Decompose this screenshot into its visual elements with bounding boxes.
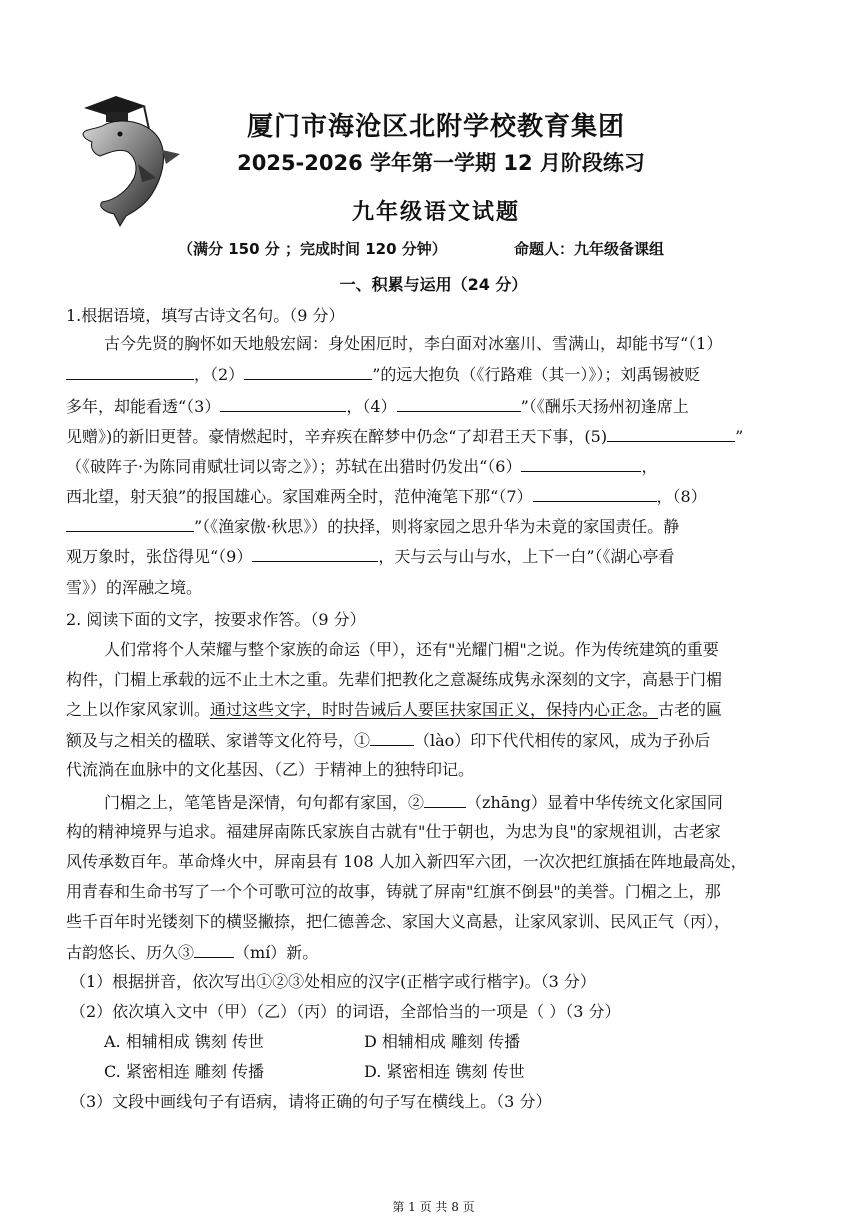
- q2-sub-2: （2）依次填入文中（甲）（乙）（丙）的词语，全部恰当的一项是（ ）（3 分）: [70, 1002, 621, 1021]
- answer-blank-4[interactable]: [397, 396, 521, 412]
- q1-line-8: 观万象时，张岱得见“（9） ，天与云与山与水，上下一白”（《湖心亭看: [66, 547, 675, 566]
- q2-sub-3: （3）文段中画线句子有语病，请将正确的句子写在横线上。（3 分）: [70, 1092, 552, 1111]
- answer-blank-5[interactable]: [607, 426, 735, 442]
- q2-para1-line-1: 人们常将个人荣耀与整个家族的命运（甲），还有"光耀门楣"之说。作为传统建筑的重要: [104, 640, 719, 659]
- q2-sub-1: （1）根据拼音，依次写出①②③处相应的汉字(正楷字或行楷字)。（3 分）: [70, 972, 596, 991]
- page-number: 第 1 页 共 8 页: [392, 1200, 475, 1214]
- q2-para1-line-2: 构件，门楣上承载的远不止土木之重。先辈们把教化之意凝练成隽永深刻的文字，高悬于门楣: [66, 670, 723, 689]
- answer-blank-9[interactable]: [252, 546, 378, 562]
- answer-blank-1[interactable]: [66, 364, 194, 380]
- q2-para1-line-5: 代流淌在血脉中的文化基因、（乙）于精神上的独特印记。: [66, 760, 475, 779]
- pinyin-blank-1[interactable]: [370, 730, 414, 746]
- q1-line-9: 雪》）的浑融之境。: [66, 578, 203, 597]
- q2-para1-line-4: 额及与之相关的楹联、家谱等文化符号，① （lào）印下代代相传的家风，成为子孙后: [66, 731, 711, 750]
- answer-blank-8[interactable]: [66, 516, 194, 532]
- answer-blank-2[interactable]: [244, 364, 372, 380]
- answer-blank-6[interactable]: [521, 456, 641, 472]
- score-time: （满分 150 分 ；完成时间 120 分钟）: [178, 240, 447, 258]
- dolphin-logo: [76, 94, 184, 228]
- q2-stem: 2. 阅读下面的文字，按要求作答。（9 分）: [66, 610, 366, 629]
- q2-para2-line-2: 构的精神境界与追求。福建屏南陈氏家族自古就有"仕于朝也，为忠为良"的家规祖训，古老家: [66, 822, 721, 841]
- q1-line-2: ，（2） ”的远大抱负（《行路难（其一）》）；刘禹锡被贬: [66, 364, 700, 385]
- answer-blank-7[interactable]: [533, 486, 657, 502]
- option-a[interactable]: A. 相辅相成 镌刻 传世: [104, 1032, 264, 1051]
- q1-line-7: ”（《渔家傲·秋思》）的抉择，则将家园之思升华为未竟的家国责任。静: [66, 516, 679, 537]
- q2-para2-line-4: 用青春和生命书写了一个个可歌可泣的故事，铸就了屏南"红旗不倒县"的美誉。门楣之上，那: [66, 882, 721, 901]
- option-b[interactable]: D 相辅相成 雕刻 传播: [364, 1032, 521, 1051]
- school-title: 厦门市海沧区北附学校教育集团: [246, 112, 625, 142]
- q1-line-6: 西北望，射天狼”的报国雄心。家国难两全时，范仲淹笔下那“（7） ，（8）: [66, 487, 707, 506]
- q2-para2-line-6: 古韵悠长、历久③ （mí）新。: [66, 943, 319, 962]
- q2-para1-line-3: 之上以作家风家训。通过这些文字，时时告诫后人要匡扶家国正义，保持内心正念。古老的匾: [66, 700, 723, 719]
- q1-stem: 1.根据语境，填写古诗文名句。（9 分）: [66, 306, 345, 325]
- pinyin-blank-2[interactable]: [424, 792, 466, 808]
- q1-line-4: 见赠》)的新旧更替。豪情燃起时，辛弃疾在醉梦中仍念“了却君王天下事，(5) ”: [66, 427, 744, 446]
- q1-line-5: （《破阵子·为陈同甫赋壮词以寄之》）；苏轼在出猎时仍发出“（6） ，: [66, 457, 658, 476]
- q2-para2-line-5: 些千百年时光镂刻下的横竖撇捺，把仁德善念、家国大义高悬，让家风家训、民风正气（丙），: [66, 912, 731, 931]
- section-title: 一、积累与运用（24 分）: [339, 275, 528, 294]
- pinyin-blank-3[interactable]: [194, 942, 234, 958]
- exam-name: 九年级语文试题: [351, 200, 520, 225]
- author: 命题人：九年级备课组: [514, 240, 665, 258]
- q2-para2-line-1: 门楣之上，笔笔皆是深情，句句都有家国，② （zhāng）显着中华传统文化家国同: [104, 793, 723, 812]
- option-d[interactable]: D. 紧密相连 镌刻 传世: [364, 1062, 525, 1081]
- q2-para2-line-3: 风传承数百年。革命烽火中，屏南县有 108 人加入新四军六团，一次次把红旗插在阵地最高处，: [66, 852, 747, 871]
- answer-blank-3[interactable]: [220, 396, 346, 412]
- exam-subtitle: 2025-2026 学年第一学期 12 月阶段练习: [237, 151, 645, 175]
- q1-line-1: 古今先贤的胸怀如天地般宏阔：身处困厄时，李白面对冰塞川、雪满山，却能书写“（1）: [104, 334, 723, 353]
- q1-line-3: 多年，却能看透“（3） ，（4） ”（《酬乐天扬州初逢席上: [66, 397, 689, 416]
- option-c[interactable]: C. 紧密相连 雕刻 传播: [104, 1062, 265, 1081]
- underlined-sentence: 通过这些文字，时时告诫后人要匡扶家国正义，保持内心正念。: [210, 700, 659, 719]
